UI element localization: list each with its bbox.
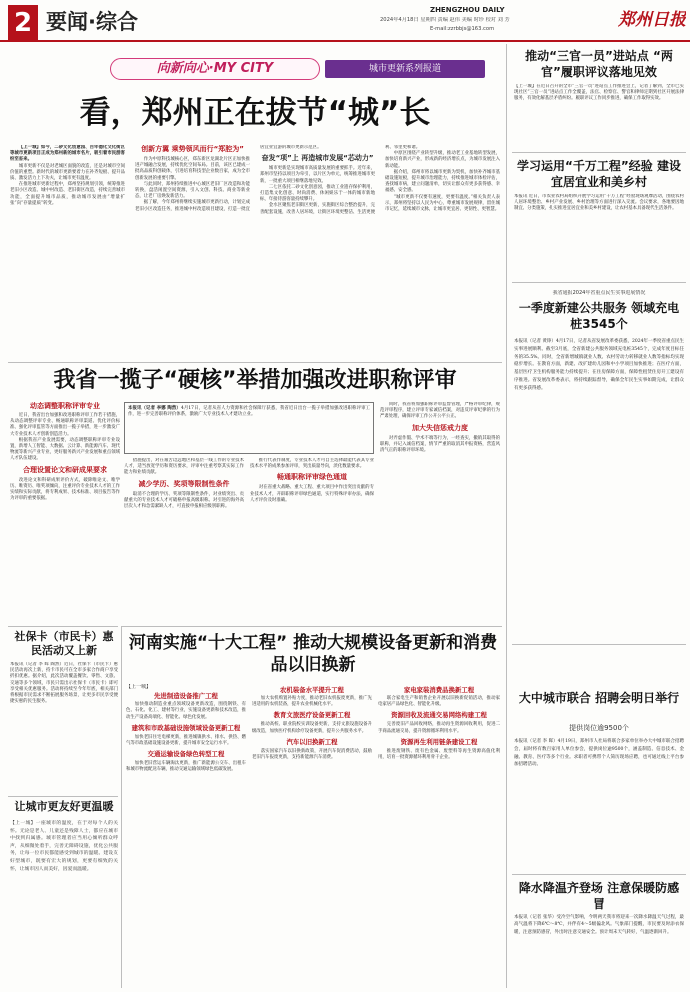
left-short-text: 本报讯（记者 李 晖 陶然）近日，社保卡（市民卡）惠民活动再次上新，持卡市民可在全市多家合作商户享受折扣优惠。据介绍，此次活动覆盖餐饮、零售、文旅、交通等多个领域，市民只需出示社保卡（市民卡）即可享受相关优惠服务。活动将持续至今年年底，相关部门将根据市民需求不断拓展服务场景，让更多市民享受便捷实惠的民生服务。 bbox=[10, 662, 118, 705]
right5-headline: 降水降温齐登场 注意保暖防感冒 bbox=[518, 881, 680, 911]
lead-p3: 作为中原科技城核心区，郑东新区龙湖北片区正加快推进产城融合发展，持续优化空间布局。目前，该区已建成一批高品质科创载体，引进培育科技型企业数百家，成为全市创新发展的重要引擎。 bbox=[135, 157, 250, 181]
policy-c1s2: 建筑和市政基础设施领域设备更新工程 bbox=[131, 723, 241, 732]
lead-p4: 与此同时，郑州持续推进中心城区老旧厂区改造和功能转换，盘活闲置空间资源，引入文创、科技、商业等新业态，让老厂房焕发新活力。 bbox=[135, 181, 250, 200]
lead-intro: 【上一城】如今，二砂文化创意园、百年德化文化街区等城市更新项目正成为郑州新的城市名片，吸引着市民游客纷至沓来。 bbox=[10, 145, 125, 163]
feature-sec2: 合理设置论文和研成果要求 bbox=[23, 465, 107, 474]
policy-col1 bbox=[126, 684, 246, 986]
feature-col2 bbox=[124, 458, 244, 620]
policy-col3 bbox=[378, 684, 500, 986]
banner-title: 向新向心·MY CITY bbox=[110, 58, 320, 80]
lead-p7: 二七区依托二砂文化创意园，推动工业遗存保护利用，打造集文化创意、时尚消费、休闲娱乐于一体的城市新地标，年接待游客量持续攀升。 bbox=[260, 184, 375, 203]
date-line: 2024年4月18日 星期四 责编 赵伟 美编 时珍 校对 刘 芳 bbox=[380, 17, 510, 23]
policy-col2 bbox=[252, 684, 372, 986]
feature-c4p2: 对弄虚作假、学术不端等行为，一经查实，撤销其取得的职称，并记入诚信档案，情节严重的取消其申报资格，营造风清气正的职称评审环境。 bbox=[380, 435, 500, 454]
right3-headline: 一季度新建公共服务 领域充电桩3545个 bbox=[518, 301, 680, 331]
feature-c2p3: 取消不合理的学历、奖项等限制性条件，对业绩突出、贡献重大的专业技术人才可破格申报高级职称。对引进的海外高层次人才和急需紧缺人才，可直接申报相应级别职称。 bbox=[124, 491, 244, 510]
policy-c3p1: 联合家电生产和销售企业开展以旧换新促销活动，推动家电家居产品绿色化、智能化升级。 bbox=[378, 696, 500, 708]
feature-c1p2: 根据我省产业发展需要，动态调整职称评审专业设置，新增人工智能、大数据、云计算、新能源汽车、现代物流等新兴产业专业，更好服务新兴产业发展和重点领域人才队伍建设。 bbox=[10, 437, 120, 462]
banner-subtitle: 城市更新系列报道 bbox=[325, 60, 485, 78]
policy-c2s1: 农机装备水平提升工程 bbox=[280, 686, 344, 694]
lead-p1: 城市更新不仅是对老城区面貌的改造，还是对城市空间价值的重塑。新时代的城市更新要着力在补齐短板、提升品质、激发活力上下功夫，让城市更有温度。 bbox=[10, 163, 125, 182]
feature-headline: 我省一揽子“硬核”举措加强改进职称评审 bbox=[53, 368, 457, 393]
policy-c1p3: 加快老旧营运车辆淘汰更新，推广新能源公交车、出租车和城市物流配送车辆，推动交通运输领域绿色低碳发展。 bbox=[126, 761, 246, 773]
lead-sec2: 奋发“项”上 再造城市发展“芯动力” bbox=[261, 154, 374, 163]
feature-c3p2: 对在省重大战略、重大工程、重大项目中作出突出贡献的专业技术人才，开辟职称评审绿色通道，实行特殊评审办法，确保人才评价及时准确。 bbox=[250, 485, 374, 503]
policy-c2s2: 教育文旅医疗设备更新工程 bbox=[273, 711, 351, 720]
right2-text: 本报讯 近日，市农业农村局组织开展学习运用“千万工程”经验现场观摩活动，围绕农村人居环境整治、乡村产业发展、乡村治理等方面进行深入交流。会议要求，各地要因地制宜、分类施策，扎实推进宜居宜业和美乡村建设，让农村基本具备现代生活条件。 bbox=[514, 194, 684, 212]
policy-byline: 【上一城】 bbox=[126, 684, 152, 690]
feature-sec4: 畅通职称评审绿色通道 bbox=[277, 473, 347, 482]
feature-c2p2: 措施提出，对在艰苦边远地区和基层一线工作的专业技术人才，适当放宽学历和资历要求，评审中注重考察其实际工作能力和业绩贡献。 bbox=[124, 458, 244, 476]
feature-byline: 本报讯（记者 李娜 陶然） bbox=[128, 406, 181, 411]
policy-c1p1: 加快推动制造业重点领域设备更新改造，围绕钢铁、有色、石化、化工、建材等行业，实施设备更新和技术改造，推动生产设备高端化、智能化、绿色化发展。 bbox=[126, 702, 246, 720]
right4-headline: 大中城市联合 招聘会明日举行 bbox=[518, 691, 680, 705]
masthead bbox=[0, 0, 690, 44]
commentary-headline: 让城市更友好更温暖 bbox=[14, 800, 114, 813]
paper-en: ZHENGZHOU DAILY bbox=[430, 6, 505, 14]
policy-c3s1: 家电家装消费品换新工程 bbox=[403, 686, 475, 694]
paper-logo: 郑州日报 bbox=[618, 10, 686, 30]
email: E-mail:zzrbbjs@163.com bbox=[430, 26, 495, 32]
feature-col3 bbox=[250, 458, 374, 620]
lead-p11: “城市更新不仅要有速度，更要有温度。”相关负责人表示，郑州将坚持以人民为中心，尊重城市发展规律，留住城市记忆，延续城市文脉，让城市更宜居、更韧性、更智慧。 bbox=[385, 194, 500, 213]
lead-p9: 中原区围绕产业转型升级，推动老工业基地转型发展，加快培育新兴产业，形成新的经济增长点，为城市发展注入新动能。 bbox=[385, 151, 500, 169]
lead-p6: 城市更新是实现城市高质量发展的重要抓手。近年来，郑州市坚持以项目为牵引，以片区为单元，统筹推进城市更新，一批重大项目相继落地见效。 bbox=[260, 166, 375, 184]
policy-c2p2: 推动高校、职业院校实训设备更新，支持文旅设施设备升级改造，加快医疗机构诊疗设备更新，提升公共服务水平。 bbox=[252, 722, 372, 734]
lead-sec1: 创新方翼 乘势领风而行“郑腔为” bbox=[141, 145, 244, 153]
right2-headline: 学习运用“千万工程”经验 建设宜居宜业和美乡村 bbox=[517, 159, 681, 189]
policy-c2p3: 落实国家汽车以旧换新政策，开展汽车促消费活动，鼓励老旧汽车报废更新，支持新能源汽车消费。 bbox=[252, 748, 372, 761]
lead-p10: 据介绍，郑州市将以城市更新为契机，加快补齐城市基础设施短板，提升城市治理能力，持续推进城市体检评估，查找城市病，建立问题清单，切实让群众有更多获得感、幸福感、安全感。 bbox=[385, 169, 500, 194]
feature-lede-box bbox=[124, 402, 374, 454]
policy-headline: 河南实施“十大工程” 推动大规模设备更新和消费品以旧换新 bbox=[128, 633, 498, 675]
policy-c3p2: 完善废旧产品回收网络，推动再生资源回收利用，促进二手商品流通交易，提升资源循环利用水平。 bbox=[378, 722, 500, 734]
feature-c4p1: 同时，我省将加强职称评审监督管理，严格评审纪律，规范评审程序，建立评审专家诚信档案，对违反评审纪律的行为严肃处理，确保评审工作公开公平公正。 bbox=[380, 402, 500, 420]
feature-c3p1: 推行代表作制度，专业技术人才可自主选择最能代表其专业技术水平的成果参加评审，突出质量导向，淡化数量要求。 bbox=[250, 458, 374, 470]
policy-c3s3: 资源再生利用链条建设工程 bbox=[400, 737, 478, 746]
lead-p8: 金水区聚焦老旧街区更新，实施街区综合整治提升，完善配套设施，改善人居环境，让街区环境更整洁、生活更便利、邻里更和谐。 bbox=[260, 145, 421, 215]
page-number: 2 bbox=[8, 5, 38, 41]
right1-headline: 推动“三官一员”进站点 “两官”履职评议落地见效 bbox=[525, 49, 673, 79]
right3-kicker: 我省通报2024年省重点民生实事进展情况 bbox=[552, 290, 646, 296]
right1-text: 【上一城】在近日召开的全市“三官一员”进站点工作推进会上，记者了解到，全市已实现社区“三官一员”进站点工作全覆盖，法官、检察官、警官和律师定期到社区开展法律服务，有效化解基层矛盾纠纷。履职评议工作同步推进，确保工作取得实效。 bbox=[514, 84, 684, 102]
feature-sec1: 动态调整职称评审专业 bbox=[30, 402, 100, 410]
right4-subhead: 提供岗位逾9500个 bbox=[569, 724, 629, 732]
lead-headline: 看，郑州正在拔节“城”长 bbox=[79, 95, 431, 131]
lead-p2: 在推进城市更新过程中，郑州坚持规划引领，统筹推进老旧小区改造、城中村改造、老旧街区改造，持续完善城市功能，全面提升城市品质，推动城市发展由“增量扩张”向“存量提质”转变。 bbox=[10, 182, 125, 206]
lead-p5: 据了解，今年郑州将继续实施城市更新行动，计划完成老旧小区改造任务，推进城中村改造项目建设，打造一批宜居宜业宜游的城市更新示范区。 bbox=[135, 145, 322, 212]
section-name: 要闻·综合 bbox=[46, 10, 138, 34]
feature-sec3: 减少学历、奖项等限制性条件 bbox=[138, 479, 230, 488]
feature-lede: 4月17日，记者从省人力资源和社会保障厅获悉，我省近日出台一揽子举措加强改进职称评审工作，进一步完善职称评价体系，激励广大专业技术人才建功立业。 bbox=[128, 406, 370, 418]
feature-c1p3: 改进论文和科研成果评价方式，破除唯论文、唯学历、唯资历、唯奖项倾向，注重评价专业技术人才的工作实绩和实际贡献，将专利成果、技术标准、项目报告等作为评审的重要依据。 bbox=[10, 477, 120, 502]
feature-sec5: 加大失信惩戒力度 bbox=[412, 423, 468, 432]
series-banner bbox=[110, 58, 490, 80]
policy-c2s3: 汽车以旧换新工程 bbox=[286, 737, 338, 746]
policy-c2p1: 加大农机购置补贴力度，推动老旧农机报废更新，推广先进适用的农机装备，提升农业机械化水平。 bbox=[252, 696, 372, 708]
feature-col4 bbox=[380, 402, 500, 620]
policy-c3s2: 资源回收及流通交易网络构建工程 bbox=[391, 711, 487, 720]
lead-article bbox=[10, 145, 500, 357]
feature-col1 bbox=[10, 402, 120, 620]
right3-text: 本报讯（记者 黄铮）4月17日，记者从省发展改革委获悉，2024年一季度省重点民生实事进展顺利。截至3月底，全省新建公共服务领域充电桩3545个，完成年度目标任务的35.5%。同时，全省新增城镇就业人数、农村劳动力转移就业人数等指标均实现稳步增长。在教育方面，新建、改扩建幼儿园和中小学项目加快推进；在医疗方面，基层医疗卫生机构服务能力持续提升；在住房保障方面，保障性租赁住房开工建设有序推进。省发展改革委表示，将持续跟踪督导，确保全年民生实事如期完成，让群众有更多获得感。 bbox=[514, 339, 684, 391]
feature-c1p1: 近日，我省出台加强和改进职称评审工作若干措施，从动态调整评审专业、畅通职称评审渠道、优化评价标准、强化评审监管等方面推出一揽子举措，进一步激发广大专业技术人才创新创造活力。 bbox=[10, 413, 120, 437]
right4-text: 本报讯（记者 李 晖）4月19日，郑州市人社局将联合多家单位举办大中城市联合招聘会，届时将有数百家用人单位参会，提供岗位逾9500个，涵盖制造、信息技术、金融、教育、医疗等多个行业。求职者可携带个人简历现场应聘，也可通过线上平台参加招聘活动。 bbox=[514, 739, 684, 768]
right5-text: 本报讯（记者 张华）受冷空气影响，今明两天我市将迎来一次降水降温天气过程，最高气温将下降6℃～8℃，并伴有4～5级偏北风。气象部门提醒，市民要及时添衣保暖，注意预防感冒，外出时注意交通安全。预计周末天气转好，气温逐渐回升。 bbox=[514, 915, 684, 935]
policy-c3p3: 推进废钢铁、废有色金属、废塑料等再生资源高值化利用，培育一批资源循环利用骨干企业。 bbox=[378, 748, 500, 761]
left-short-headline: 社保卡（市民卡）惠民活动又上新 bbox=[14, 630, 114, 657]
policy-c1p2: 加快老旧住宅电梯更新，推进城镇供水、排水、供热、燃气等市政基础设施设备更新，提升城市安全运行水平。 bbox=[126, 734, 246, 747]
policy-c1s1: 先进制造设备推广工程 bbox=[154, 692, 218, 701]
policy-c1s3: 交通运输设备绿色转型工程 bbox=[147, 750, 225, 759]
commentary-text: 【上一城】一座城市的温度，在于对每个人的关怀。无论是老人、儿童还是残障人士，都应在城市中找到归属感。城市管理者应当用心倾听群众呼声，从细微处着手，完善无障碍设施，优化公共服务，让每一位市民都能感受到城市的温暖。建设友好型城市，既要有宏大的规划，更要有细致的关怀，让城市因人而美好，因爱而温暖。 bbox=[10, 821, 118, 872]
